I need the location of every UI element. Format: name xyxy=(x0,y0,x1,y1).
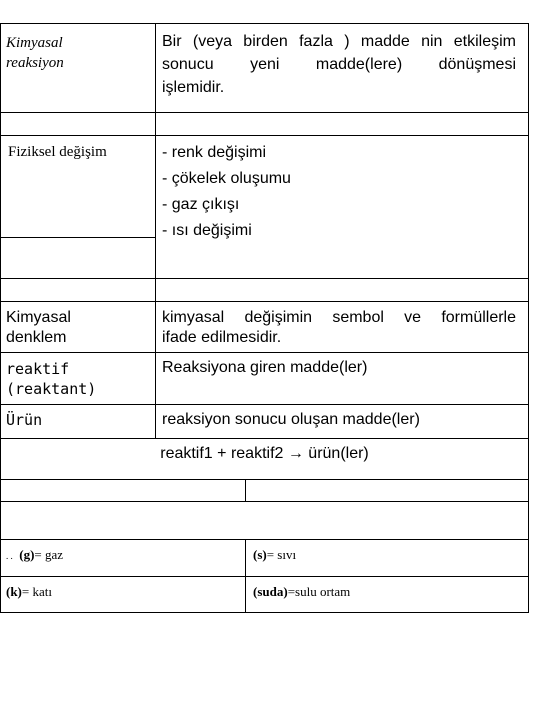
state-gas: . . (g)= gaz xyxy=(6,547,64,562)
list-item: - çökelek oluşumu xyxy=(162,170,291,187)
empty-cell xyxy=(0,501,529,540)
definition-urun: reaksiyon sonucu oluşan madde(ler) xyxy=(162,411,420,428)
list-item: - renk değişimi xyxy=(162,144,267,161)
spacer-cell xyxy=(0,112,156,136)
definition-reaktif: Reaksiyona giren madde(ler) xyxy=(162,359,368,376)
spacer-cell xyxy=(0,278,156,302)
term-kimyasal-reaksiyon: Kimyasal reaksiyon xyxy=(6,35,64,71)
list-item: - ısı değişimi xyxy=(162,222,252,239)
state-solid: (k)= katı xyxy=(6,584,52,599)
term-urun: Ürün xyxy=(6,411,43,429)
state-liquid: (s)= sıvı xyxy=(253,547,297,562)
list-item: - gaz çıkışı xyxy=(162,196,240,213)
definition-kimyasal-denklem: kimyasal değişimin sembol ve formüllerle ifade edilmesidir. xyxy=(162,309,516,346)
term-kimyasal-denklem: Kimyasal denklem xyxy=(6,309,71,346)
term-fiziksel-degisim: Fiziksel değişim xyxy=(8,144,107,160)
definition-kimyasal-reaksiyon: Bir (veya birden fazla ) madde nin etkileşim sonucu yeni madde(lere) dönüşmesi işlemidir. xyxy=(162,33,516,96)
equation-text: reaktif1 + reaktif2 → ürün(ler) xyxy=(160,445,369,462)
empty-cell xyxy=(0,479,246,502)
empty-cell xyxy=(245,479,529,502)
state-aqueous: (suda)=sulu ortam xyxy=(253,584,351,599)
spacer-cell xyxy=(155,112,529,136)
list-physical-changes xyxy=(162,140,291,244)
empty-cell xyxy=(0,237,156,279)
spacer-cell xyxy=(155,278,529,302)
term-reaktif: reaktif (reaktant) xyxy=(6,360,97,398)
